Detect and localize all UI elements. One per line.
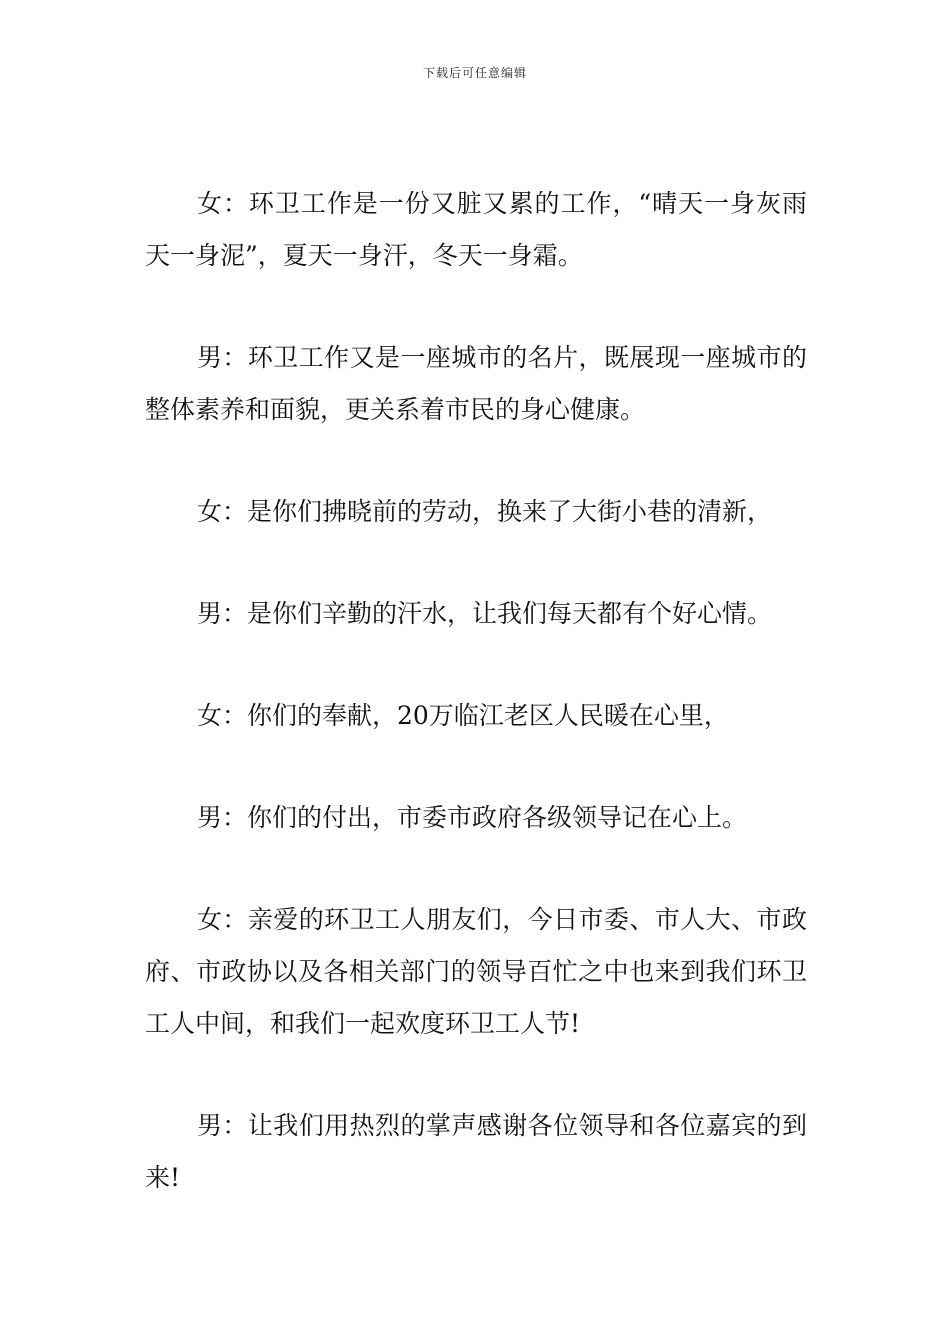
paragraph-2: 男：环卫工作又是一座城市的名片，既展现一座城市的整体素养和面貌，更关系着市民的身心健康。 bbox=[145, 343, 807, 424]
paragraph-1: 女：环卫工作是一份又脏又累的工作，“晴天一身灰雨天一身泥”，夏天一身汗，冬天一身霜。 bbox=[145, 189, 807, 270]
paragraph-6: 男：你们的付出，市委市政府各级领导记在心上。 bbox=[197, 803, 748, 832]
header-note: 下载后可任意编辑 bbox=[422, 66, 527, 80]
paragraph-3: 女：是你们拂晓前的劳动，换来了大街小巷的清新， bbox=[197, 497, 773, 526]
paragraph-8: 男：让我们用热烈的掌声感谢各位领导和各位嘉宾的到来! bbox=[145, 1111, 807, 1192]
paragraph-7: 女：亲爱的环卫工人朋友们，今日市委、市人大、市政府、市政协以及各相关部门的领导百忙之中也来到我们环卫工人中间，和我们一起欢度环卫工人节! bbox=[145, 905, 807, 1038]
paragraph-5: 女：你们的奉献，20万临江老区人民暖在心里， bbox=[197, 701, 729, 730]
paragraph-4: 男：是你们辛勤的汗水，让我们每天都有个好心情。 bbox=[197, 599, 773, 628]
document-body bbox=[145, 178, 807, 1204]
